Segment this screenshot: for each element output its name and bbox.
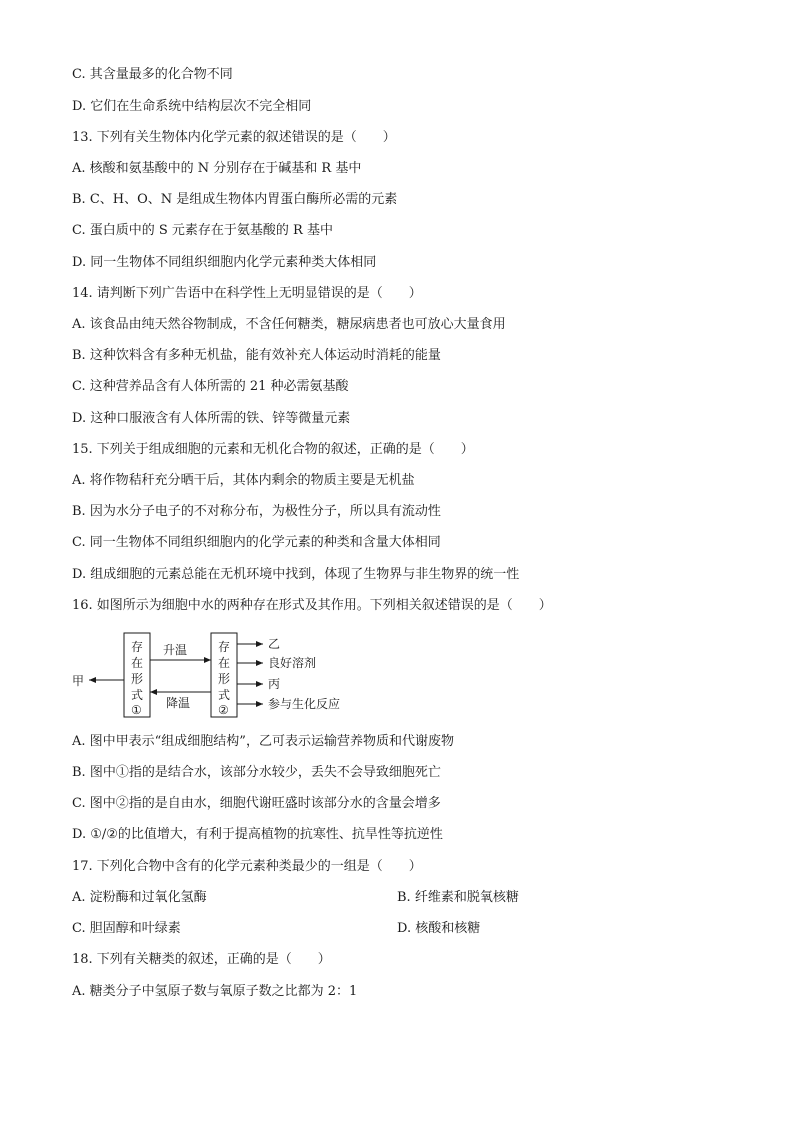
- option-d: D. 它们在生命系统中结构层次不完全相同: [72, 99, 312, 114]
- option-a: A. 淀粉酶和过氧化氢酶: [72, 890, 207, 905]
- output-bing: 丙: [268, 677, 281, 691]
- option-a: A. 图中甲表示“组成细胞结构”，乙可表示运输营养物质和代谢废物: [72, 734, 454, 749]
- option-a: A. 核酸和氨基酸中的 N 分别存在于碱基和 R 基中: [72, 161, 362, 176]
- box2-char: ②: [218, 703, 229, 717]
- option-c: C. 同一生物体不同组织细胞内的化学元素的种类和含量大体相同: [72, 535, 441, 550]
- label-cooling: 降温: [166, 696, 191, 710]
- output-good-solvent: 良好溶剂: [268, 656, 317, 670]
- option-b: B. C、H、O、N 是组成生物体内胃蛋白酶所必需的元素: [72, 192, 398, 207]
- box2-char: 式: [218, 688, 231, 702]
- box2-char: 在: [218, 656, 231, 670]
- question-18: 18. 下列有关糖类的叙述，正确的是（ ）: [72, 952, 331, 967]
- option-d: D. 核酸和核糖: [397, 921, 481, 936]
- output-yi: 乙: [268, 637, 281, 651]
- option-d: D. 这种口服液含有人体所需的铁、锌等微量元素: [72, 411, 351, 426]
- option-d: D. ①/②的比值增大，有利于提高植物的抗寒性、抗旱性等抗逆性: [72, 827, 443, 842]
- output-biochemical: 参与生化反应: [268, 697, 341, 711]
- option-b: B. 这种饮料含有多种无机盐，能有效补充人体运动时消耗的能量: [72, 348, 441, 363]
- option-a: A. 糖类分子中氢原子数与氧原子数之比都为 2：1: [72, 984, 358, 999]
- box1-char: 在: [131, 656, 144, 670]
- option-d: D. 同一生物体不同组织细胞内化学元素种类大体相同: [72, 255, 377, 270]
- option-a: A. 该食品由纯天然谷物制成，不含任何糖类，糖尿病患者也可放心大量食用: [72, 317, 506, 332]
- label-jia: 甲: [72, 674, 85, 688]
- option-b: B. 纤维素和脱氧核糖: [397, 890, 519, 905]
- option-b: B. 因为水分子电子的不对称分布，为极性分子，所以具有流动性: [72, 504, 441, 519]
- water-forms-diagram: [68, 630, 368, 722]
- question-17: 17. 下列化合物中含有的化学元素种类最少的一组是（ ）: [72, 859, 422, 874]
- question-13: 13. 下列有关生物体内化学元素的叙述错误的是（ ）: [72, 130, 396, 145]
- label-heating: 升温: [163, 643, 188, 657]
- option-c: C. 其含量最多的化合物不同: [72, 67, 233, 82]
- box2-char: 形: [218, 672, 231, 686]
- box1-char: 形: [131, 672, 144, 686]
- box1-char: 式: [131, 688, 144, 702]
- box1-char: ①: [131, 703, 142, 717]
- box2-char: 存: [218, 640, 231, 654]
- option-c: C. 蛋白质中的 S 元素存在于氨基酸的 R 基中: [72, 223, 333, 238]
- option-d: D. 组成细胞的元素总能在无机环境中找到，体现了生物界与非生物界的统一性: [72, 567, 520, 582]
- question-15: 15. 下列关于组成细胞的元素和无机化合物的叙述，正确的是（ ）: [72, 442, 474, 457]
- option-c: C. 这种营养品含有人体所需的 21 种必需氨基酸: [72, 379, 349, 394]
- box1-char: 存: [131, 640, 144, 654]
- option-b: B. 图中①指的是结合水，该部分水较少，丢失不会导致细胞死亡: [72, 765, 441, 780]
- option-c: C. 胆固醇和叶绿素: [72, 921, 181, 936]
- option-c: C. 图中②指的是自由水，细胞代谢旺盛时该部分水的含量会增多: [72, 796, 441, 811]
- question-16: 16. 如图所示为细胞中水的两种存在形式及其作用。下列相关叙述错误的是（ ）: [72, 598, 552, 613]
- option-a: A. 将作物秸秆充分晒干后，其体内剩余的物质主要是无机盐: [72, 473, 415, 488]
- question-14: 14. 请判断下列广告语中在科学性上无明显错误的是（ ）: [72, 286, 422, 301]
